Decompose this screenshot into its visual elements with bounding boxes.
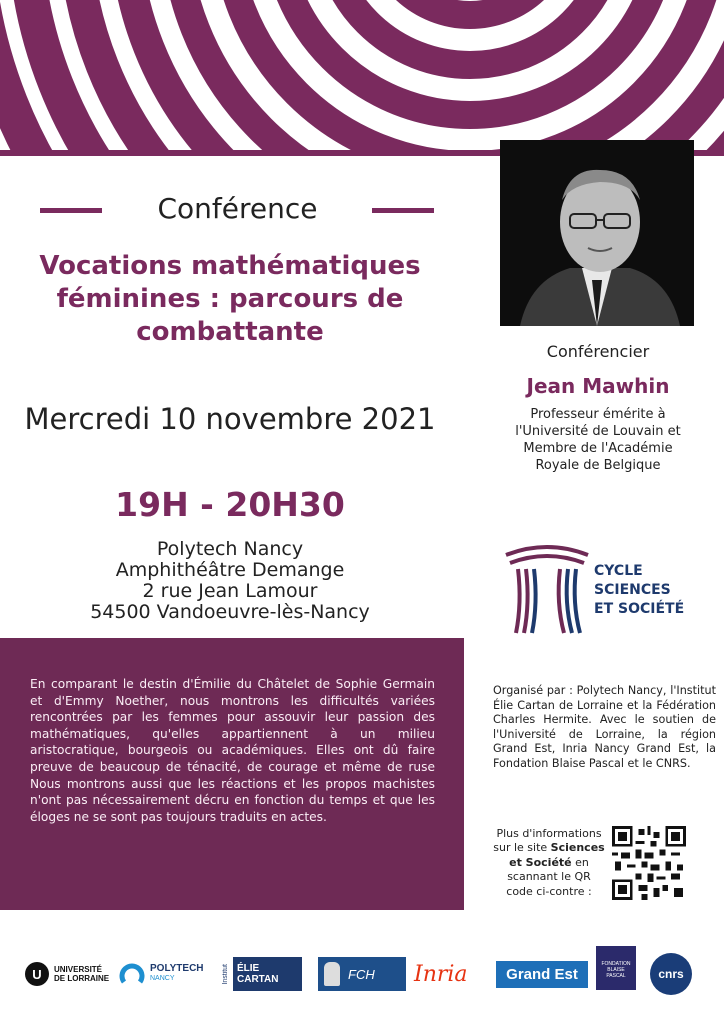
cycle-logo-text	[594, 562, 714, 619]
logo-fondation-blaise-pascal	[596, 946, 636, 990]
rule-left	[40, 208, 102, 213]
fch-portrait-icon	[324, 962, 340, 986]
talk-title	[20, 250, 440, 349]
iecl-name: ÉLIE CARTAN	[233, 957, 302, 991]
inria-label: Inria	[414, 961, 468, 987]
ul-line: DE LORRAINE	[54, 974, 110, 983]
more-info-site: Sciences et Société	[509, 841, 605, 869]
fbp-line: PASCAL	[606, 973, 626, 979]
title-line: Vocations mathématiques	[39, 251, 421, 281]
cycle-line: SCIENCES	[594, 582, 671, 598]
venue-line: 2 rue Jean Lamour	[142, 580, 318, 602]
polytech-sub: NANCY	[150, 975, 175, 982]
event-date: Mercredi 10 novembre 2021	[24, 402, 436, 436]
venue	[20, 539, 440, 623]
conference-label: Conférence	[157, 192, 318, 225]
cnrs-circle	[650, 953, 692, 995]
speaker-description	[490, 406, 706, 474]
cnrs-label: cnrs	[658, 967, 684, 981]
abstract-text: En comparant le destin d'Émilie du Châtelet de Sophie Germain et d'Emmy Noether, nous montrons les difficultés variées rencontrées par les femmes pour assouvir leur passion des mathématiques, qu'elles appartiennent à un milieu aristocratique, bourgeois ou académiques. Elles ont dû faire preuve de beaucoup de ténacité, de courage et même de ruse Nous montrons aussi que les réactions et les propos machistes n'ont pas nécessairement décru en fonction du temps et que les éloges ne se sont pas toujours traduits en actes.	[30, 677, 435, 824]
speaker-desc-line: Professeur émérite à	[530, 407, 666, 422]
fch-label: FCH	[348, 966, 375, 982]
event-time: 19H - 20H30	[115, 485, 345, 524]
ul-line: UNIVERSITÉ	[54, 965, 103, 974]
logo-inria	[414, 950, 486, 998]
more-info-text	[493, 827, 605, 899]
speaker-role: Conférencier	[546, 342, 650, 361]
qr-code-icon[interactable]	[612, 826, 686, 900]
logo-universite-lorraine	[24, 950, 114, 998]
logo-iecl	[222, 950, 302, 998]
fbp-line: BLAISE	[607, 967, 625, 973]
header-banner	[0, 0, 724, 160]
cycle-logo-icon	[502, 543, 592, 635]
cycle-line: ET SOCIÉTÉ	[594, 601, 685, 617]
logo-fch	[318, 950, 406, 998]
cycle-line: CYCLE	[594, 563, 643, 579]
title-line: féminines : parcours de	[56, 284, 404, 314]
more-info-post: en scannant le QR code ci-contre :	[506, 855, 592, 898]
speaker-desc-line: Membre de l'Académie	[523, 441, 673, 456]
venue-line: Amphithéâtre Demange	[115, 559, 345, 581]
more-info-pre: Plus d'informations sur le site	[493, 827, 602, 855]
organizers-text: Organisé par : Polytech Nancy, l'Institut Élie Cartan de Lorraine et la Fédération Charles Hermite. Avec le soutien de l'Université de Lorraine, la région Grand Est, Inria Nancy Grand Est, la Fondation Blaise Pascal et le CNRS.	[493, 684, 716, 770]
speaker-desc-line: Royale de Belgique	[535, 458, 661, 473]
speaker-desc-line: l'Université de Louvain et	[515, 424, 681, 439]
venue-line: 54500 Vandoeuvre-lès-Nancy	[90, 601, 370, 623]
iecl-pre: Institut	[222, 963, 229, 985]
grandest-label: Grand Est	[496, 961, 588, 988]
fch-box	[318, 957, 406, 991]
title-line: combattante	[136, 317, 324, 347]
fbp-line: FONDATION	[601, 961, 631, 967]
logo-grand-est	[496, 950, 588, 998]
speaker-photo	[500, 140, 694, 326]
polytech-icon	[118, 960, 146, 988]
ul-icon	[24, 961, 50, 987]
svg-text:U: U	[32, 967, 42, 982]
speaker-name: Jean Mawhin	[526, 374, 670, 398]
rule-right	[372, 208, 434, 213]
logo-polytech	[118, 950, 218, 998]
polytech-name: POLYTECH	[150, 963, 204, 974]
venue-line: Polytech Nancy	[156, 538, 304, 560]
logo-cnrs	[650, 950, 694, 998]
